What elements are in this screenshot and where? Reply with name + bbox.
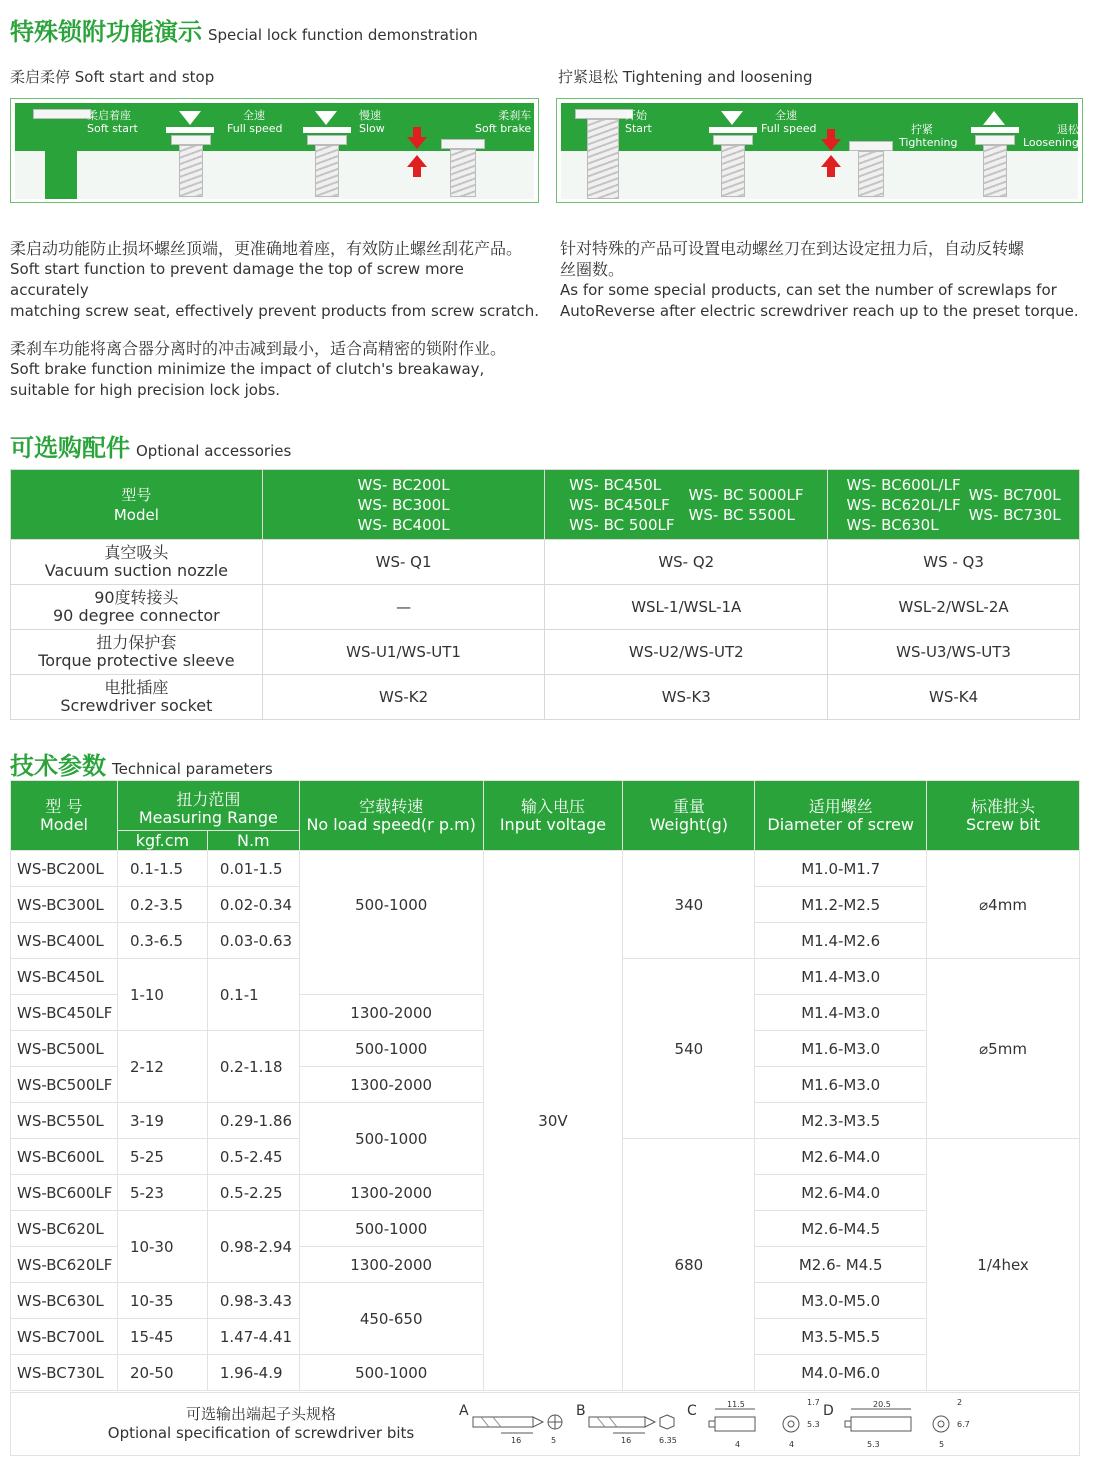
weight-cell: 340 — [623, 851, 755, 959]
screw-cell: M2.6-M4.0 — [755, 1175, 927, 1211]
nm-cell: 0.1-1 — [207, 959, 299, 1031]
model-cell: WS-BC630L — [11, 1283, 118, 1319]
weight-cell: 680 — [623, 1139, 755, 1391]
nm-cell: 0.01-1.5 — [207, 851, 299, 887]
model-cell: WS-BC620LF — [11, 1247, 118, 1283]
label-full-speed: 全速 Full speed — [227, 109, 283, 135]
technical-section-title — [10, 746, 273, 781]
model-cell: WS-BC500L — [11, 1031, 118, 1067]
bit-label-d: D — [823, 1403, 834, 1419]
nm-cell: 0.2-1.18 — [207, 1031, 299, 1103]
bit-b-length: 16 — [621, 1436, 632, 1445]
accessory-value: — — [262, 585, 545, 630]
kgf-cell: 0.2-3.5 — [117, 887, 207, 923]
kgf-cell: 1-10 — [117, 959, 207, 1031]
bit-d-dim-c: 5.3 — [867, 1440, 880, 1449]
accessory-value: WS- Q2 — [545, 540, 828, 585]
model-cell: WS-BC400L — [11, 923, 118, 959]
bit-label-c: C — [687, 1403, 697, 1419]
accessory-row — [11, 585, 1080, 630]
model-cell: WS-BC730L — [11, 1355, 118, 1391]
accessory-value: WS-K4 — [828, 675, 1080, 720]
tighten-loosen-diagram — [556, 98, 1083, 203]
model-cell: WS-BC500LF — [11, 1067, 118, 1103]
label-full-speed-right: 全速 Full speed — [761, 109, 817, 135]
nm-cell: 0.5-2.25 — [207, 1175, 299, 1211]
bit-d-length: 20.5 — [873, 1400, 891, 1409]
model-header: 型 号 Model — [11, 781, 118, 851]
technical-title-en: Technical parameters — [112, 760, 273, 778]
label-tightening: 拧紧 Tightening — [899, 123, 958, 149]
bit-c-dim-d: 4 — [789, 1440, 795, 1449]
accessory-row — [11, 630, 1080, 675]
model-group-1: WS- BC200L WS- BC300L WS- BC400L — [262, 470, 545, 540]
speed-cell: 1300-2000 — [299, 995, 483, 1031]
bit-spec-row — [10, 1392, 1080, 1456]
bit-bar — [971, 127, 1019, 133]
nm-cell: 0.5-2.45 — [207, 1139, 299, 1175]
red-up-arrow-icon — [407, 155, 427, 177]
nm-cell: 0.98-3.43 — [207, 1283, 299, 1319]
nm-cell: 0.29-1.86 — [207, 1103, 299, 1139]
speed-cell: 500-1000 — [299, 1103, 483, 1175]
model-group-2: WS- BC450L WS- BC450LF WS- BC 500LF WS- BC 5000LF WS- BC 5500L — [545, 470, 828, 540]
model-cell: WS-BC450LF — [11, 995, 118, 1031]
speed-cell: 500-1000 — [299, 1355, 483, 1391]
speed-cell: 1300-2000 — [299, 1175, 483, 1211]
accessory-value: WS- Q1 — [262, 540, 545, 585]
bit-cell: ⌀4mm — [927, 851, 1080, 959]
accessory-value: WS - Q3 — [828, 540, 1080, 585]
kgf-cell: 15-45 — [117, 1319, 207, 1355]
accessory-value: WSL-1/WSL-1A — [545, 585, 828, 630]
accessories-title-zh: 可选购配件 — [10, 434, 130, 462]
accessory-row — [11, 675, 1080, 720]
tighten-description: 针对特殊的产品可设置电动螺丝刀在到达设定扭力后，自动反转螺 丝圈数。 As for some special products, can set the number of screwlaps for AutoReverse after electric screwdriver reach up to the preset torque. — [560, 239, 1079, 320]
accessory-name: 电批插座 Screwdriver socket — [11, 675, 263, 720]
red-up-arrow-icon — [821, 155, 841, 177]
model-cell: WS-BC200L — [11, 851, 118, 887]
model-header: 型号 Model — [11, 470, 263, 540]
soft-start-heading: 柔启柔停 Soft start and stop — [10, 68, 215, 86]
accessories-header-row — [11, 470, 1080, 540]
bit-spec-caption: 可选输出端起子头规格 Optional specification of screwdriver bits — [107, 1405, 415, 1442]
label-slow: 慢速 Slow — [359, 109, 385, 135]
down-arrow-icon — [721, 111, 743, 125]
label-start: 开始 Start — [625, 109, 652, 135]
nm-header: N.m — [207, 831, 299, 851]
model-cell: WS-BC600LF — [11, 1175, 118, 1211]
kgf-cell: 2-12 — [117, 1031, 207, 1103]
technical-table — [10, 780, 1080, 1391]
screw-cell: M2.6- M4.5 — [755, 1247, 927, 1283]
accessories-table — [10, 469, 1080, 720]
soft-start-description: 柔启动功能防止损坏螺丝顶端，更准确地着座，有效防止螺丝刮花产品。 Soft start function to prevent damage the top of screw more accurately matching screw seat, effectively prevent products from screw scratch. — [10, 239, 540, 320]
accessory-value: WS-K2 — [262, 675, 545, 720]
bit-c-dim-b: 5.3 — [807, 1420, 820, 1429]
up-arrow-icon — [983, 111, 1005, 125]
voltage-cell: 30V — [483, 851, 623, 1391]
bit-header: 标准批头 Screw bit — [927, 781, 1080, 851]
demo-title-en: Special lock function demonstration — [208, 26, 478, 44]
accessory-name: 90度转接头 90 degree connector — [11, 585, 263, 630]
kgf-header: kgf.cm — [117, 831, 207, 851]
model-cell: WS-BC300L — [11, 887, 118, 923]
bit-label-a: A — [459, 1403, 469, 1419]
kgf-cell: 5-25 — [117, 1139, 207, 1175]
kgf-cell: 0.3-6.5 — [117, 923, 207, 959]
demo-section-title — [10, 12, 478, 47]
accessory-value: WS-K3 — [545, 675, 828, 720]
speed-cell: 500-1000 — [299, 851, 483, 995]
screw-cell: M1.0-M1.7 — [755, 851, 927, 887]
kgf-cell: 0.1-1.5 — [117, 851, 207, 887]
screw-cell: M1.4-M3.0 — [755, 995, 927, 1031]
bit-c-dim-c: 4 — [735, 1440, 741, 1449]
down-arrow-icon — [179, 111, 201, 125]
model-cell: WS-BC700L — [11, 1319, 118, 1355]
kgf-cell: 10-35 — [117, 1283, 207, 1319]
model-cell: WS-BC620L — [11, 1211, 118, 1247]
accessory-value: WS-U1/WS-UT1 — [262, 630, 545, 675]
demo-title-zh: 特殊锁附功能演示 — [10, 18, 202, 46]
voltage-header: 输入电压 Input voltage — [483, 781, 623, 851]
screw-cell: M1.6-M3.0 — [755, 1031, 927, 1067]
accessory-value: WSL-2/WSL-2A — [828, 585, 1080, 630]
kgf-cell: 5-23 — [117, 1175, 207, 1211]
screw-cell: M1.2-M2.5 — [755, 887, 927, 923]
accessory-value: WS-U3/WS-UT3 — [828, 630, 1080, 675]
bit-d-drawing-icon — [837, 1399, 977, 1451]
accessory-name: 真空吸头 Vacuum suction nozzle — [11, 540, 263, 585]
bit-a-length: 16 — [511, 1436, 522, 1445]
bit-a-drawing-icon — [471, 1407, 571, 1447]
bit-d-dim-b: 6.7 — [957, 1420, 970, 1429]
kgf-cell: 20-50 — [117, 1355, 207, 1391]
screw-cell: M1.6-M3.0 — [755, 1067, 927, 1103]
bit-c-dim-a: 1.7 — [807, 1399, 820, 1407]
bit-bar — [709, 127, 757, 133]
accessory-value: WS-U2/WS-UT2 — [545, 630, 828, 675]
nm-cell: 1.47-4.41 — [207, 1319, 299, 1355]
speed-cell: 1300-2000 — [299, 1247, 483, 1283]
speed-cell: 1300-2000 — [299, 1067, 483, 1103]
bit-b-width: 6.35 — [659, 1436, 677, 1445]
screw-cell: M3.0-M5.0 — [755, 1283, 927, 1319]
screw-cell: M4.0-M6.0 — [755, 1355, 927, 1391]
weight-header: 重量 Weight(g) — [623, 781, 755, 851]
bit-cell: 1/4hex — [927, 1139, 1080, 1391]
bit-d-dim-d: 5 — [939, 1440, 945, 1449]
bit-a-width: 5 — [551, 1436, 557, 1445]
model-cell: WS-BC450L — [11, 959, 118, 995]
bit-cell: ⌀5mm — [927, 959, 1080, 1139]
red-down-arrow-icon — [407, 127, 427, 149]
model-cell: WS-BC600L — [11, 1139, 118, 1175]
label-soft-start: 柔启着座 Soft start — [87, 109, 138, 135]
technical-title-zh: 技术参数 — [10, 752, 106, 780]
speed-header: 空载转速 No load speed(r p.m) — [299, 781, 483, 851]
nm-cell: 0.98-2.94 — [207, 1211, 299, 1283]
screw-cell: M1.4-M2.6 — [755, 923, 927, 959]
speed-cell: 450-650 — [299, 1283, 483, 1355]
weight-cell: 540 — [623, 959, 755, 1139]
bit-label-b: B — [576, 1403, 586, 1419]
bit-d-dim-a: 2 — [957, 1399, 963, 1407]
accessory-name: 扭力保护套 Torque protective sleeve — [11, 630, 263, 675]
nm-cell: 0.02-0.34 — [207, 887, 299, 923]
tech-header-row — [11, 781, 1080, 831]
nm-cell: 1.96-4.9 — [207, 1355, 299, 1391]
screw-cell: M3.5-M5.5 — [755, 1319, 927, 1355]
soft-start-diagram — [10, 98, 539, 203]
tech-row — [11, 851, 1080, 887]
bit-bar — [166, 127, 214, 133]
range-header: 扭力范围 Measuring Range — [117, 781, 299, 831]
soft-brake-description: 柔刹车功能将离合器分离时的冲击减到最小，适合高精密的锁附作业。 Soft brake function minimize the impact of clutch's breakaway, suitable for high precision lock jobs. — [10, 339, 507, 399]
model-cell: WS-BC550L — [11, 1103, 118, 1139]
label-loosening: 退松 Loosening — [1023, 123, 1079, 149]
accessories-title-en: Optional accessories — [136, 442, 292, 460]
bit-c-drawing-icon — [701, 1399, 821, 1451]
bit-b-drawing-icon — [587, 1407, 687, 1447]
screw-cell: M2.3-M3.5 — [755, 1103, 927, 1139]
red-down-arrow-icon — [821, 129, 841, 151]
accessory-row — [11, 540, 1080, 585]
screw-cell: M2.6-M4.5 — [755, 1211, 927, 1247]
nm-cell: 0.03-0.63 — [207, 923, 299, 959]
kgf-cell: 10-30 — [117, 1211, 207, 1283]
screw-header: 适用螺丝 Diameter of screw — [755, 781, 927, 851]
bit-bar — [303, 127, 351, 133]
label-soft-brake: 柔刹车 Soft brake — [475, 109, 532, 135]
kgf-cell: 3-19 — [117, 1103, 207, 1139]
model-group-3: WS- BC600L/LF WS- BC620L/LF WS- BC630L WS- BC700L WS- BC730L — [828, 470, 1080, 540]
speed-cell: 500-1000 — [299, 1211, 483, 1247]
speed-cell: 500-1000 — [299, 1031, 483, 1067]
bit-c-length: 11.5 — [727, 1400, 745, 1409]
screw-cell: M1.4-M3.0 — [755, 959, 927, 995]
down-arrow-icon — [315, 111, 337, 125]
accessories-section-title — [10, 428, 291, 463]
screw-cell: M2.6-M4.0 — [755, 1139, 927, 1175]
tighten-heading: 拧紧退松 Tightening and loosening — [558, 68, 813, 86]
